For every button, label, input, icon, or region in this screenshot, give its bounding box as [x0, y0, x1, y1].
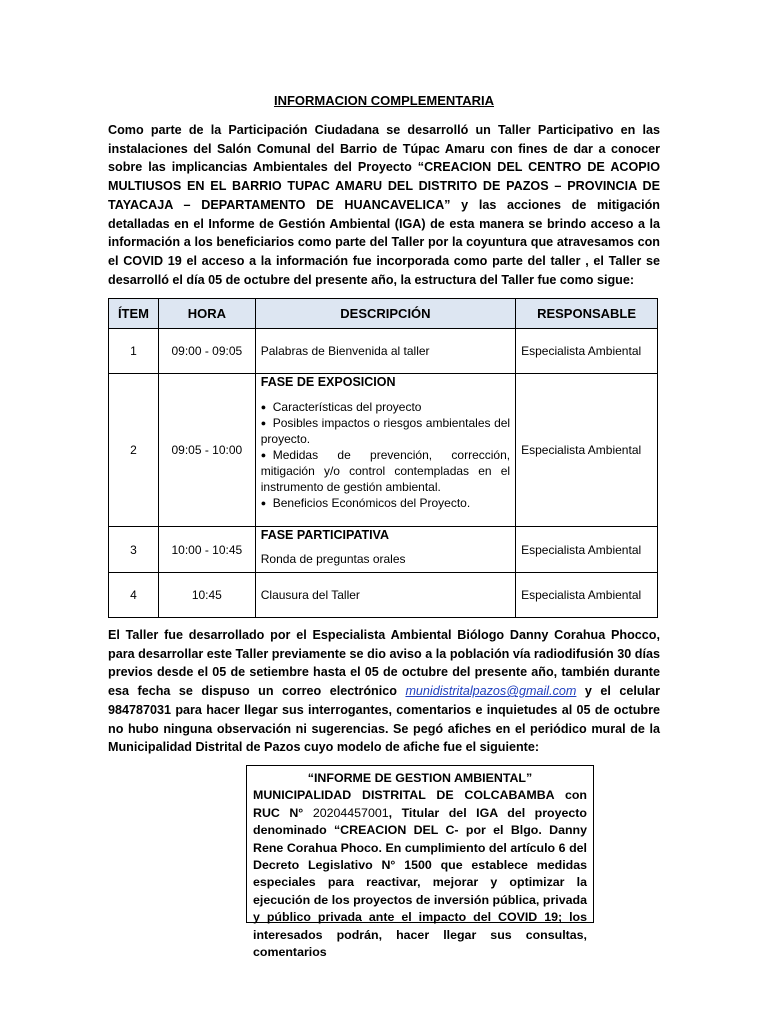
hora-cell: 09:00 - 09:05 — [158, 329, 255, 374]
email-link[interactable]: munidistritalpazos@gmail.com — [405, 684, 577, 699]
desc-cell: Palabras de Bienvenida al taller — [255, 329, 515, 374]
poster-line: , Titular del IGA del proyecto denominado “CREACION DEL C- por el Blgo. Danny Rene Corahua Phoco. — [253, 805, 587, 855]
bullet-icon: ● — [260, 402, 267, 412]
desc-text: Ronda de preguntas orales — [260, 552, 406, 566]
bullet-icon: ● — [260, 498, 267, 508]
header-item: ÍTEM — [109, 299, 159, 329]
bullet-icon: ● — [260, 450, 267, 460]
header-hora: HORA — [158, 299, 255, 329]
list-item: ● Beneficios Económicos del Proyecto. — [260, 496, 471, 510]
responsable-cell: Especialista Ambiental — [516, 573, 658, 618]
poster-line: En cumplimiento del artículo 6 del Decreto Legislativo N° 1500 que establece medidas especiales para reactivar, mejorar y optimizar la ejecución de los proyectos de inversión pública, privada y público privada ante el impacto del COVID 19; los interesados podrán, hacer llegar sus consultas, comentarios — [253, 840, 587, 960]
closing-paragraph: El Taller fue desarrollado por el Especialista Ambiental Biólogo Danny Corahua Phocco, para desarrollar este Taller previamente se dio aviso a la población vía radiodifusión 30 días previos desde el 05 de setiembre hasta el 05 de octubre del presente año, también durante esa fecha se dispuso un correo electrónico munidistritalpazos@gmail.com y el celular 984787031 para hacer llegar sus interrogantes, comentarios e inquietudes al 05 de octubre no hubo ninguna observación ni sugerencias. Se pegó afiches en el periódico mural de la Municipalidad Distrital de Pazos cuyo modelo de afiche fue el siguiente: — [108, 628, 660, 755]
table-row — [109, 527, 658, 573]
hora-cell: 09:05 - 10:00 — [158, 374, 255, 527]
item-cell: 1 — [109, 329, 159, 374]
bullet-icon: ● — [260, 418, 267, 428]
poster-ruc: 20204457001 — [312, 805, 389, 820]
phase-title: FASE DE EXPOSICION — [260, 375, 396, 389]
document-title: INFORMACION COMPLEMENTARIA — [273, 93, 495, 108]
list-item: ● Características del proyecto — [260, 400, 422, 414]
bullet-list — [261, 399, 510, 511]
responsable-cell: Especialista Ambiental — [516, 527, 658, 573]
table-header-row — [109, 299, 658, 329]
header-responsable: RESPONSABLE — [516, 299, 658, 329]
table-row — [109, 374, 658, 527]
header-descripcion: DESCRIPCIÓN — [255, 299, 515, 329]
desc-cell — [255, 374, 515, 527]
list-item: ● Posibles impactos o riesgos ambientales del proyecto. — [260, 416, 511, 446]
poster-box — [246, 765, 594, 960]
schedule-table — [108, 298, 658, 618]
hora-cell: 10:00 - 10:45 — [158, 527, 255, 573]
item-cell: 2 — [109, 374, 159, 527]
item-cell: 4 — [109, 573, 159, 618]
table-row — [109, 573, 658, 618]
list-item: ● Medidas de prevención, corrección, mitigación y/o control contempladas en el instrumento de gestión ambiental. — [260, 448, 511, 494]
desc-cell — [255, 527, 515, 573]
intro-paragraph: Como parte de la Participación Ciudadana se desarrolló un Taller Participativo en las instalaciones del Salón Comunal del Barrio de Túpac Amaru con fines de dar a conocer sobre las implicancias Ambientales del Proyecto “CREACION DEL CENTRO DE ACOPIO MULTIUSOS EN EL BARRIO TUPAC AMARU DEL DISTRITO DE PAZOS – PROVINCIA DE TAYACAJA – DEPARTAMENTO DE HUANCAVELICA” y las acciones de mitigación detalladas en el Informe de Gestión Ambiental (IGA) de esta manera se brindo acceso a la información a los beneficiarios como parte del Taller por la coyuntura que atravesamos con el COVID 19 el acceso a la información fue incorporada como parte del taller , el Taller se desarrolló el día 05 de octubre del presente año, la estructura del Taller fue como sigue: — [108, 123, 660, 287]
responsable-cell: Especialista Ambiental — [516, 329, 658, 374]
poster-heading: “INFORME DE GESTION AMBIENTAL” — [307, 771, 533, 785]
hora-cell: 10:45 — [158, 573, 255, 618]
desc-cell: Clausura del Taller — [255, 573, 515, 618]
poster-line: MUNICIPALIDAD DISTRITAL DE COLCABAMBA con RUC N° — [253, 788, 587, 820]
phase-title: FASE PARTICIPATIVA — [260, 528, 389, 542]
item-cell: 3 — [109, 527, 159, 573]
responsable-cell: Especialista Ambiental — [516, 374, 658, 527]
table-row — [109, 329, 658, 374]
